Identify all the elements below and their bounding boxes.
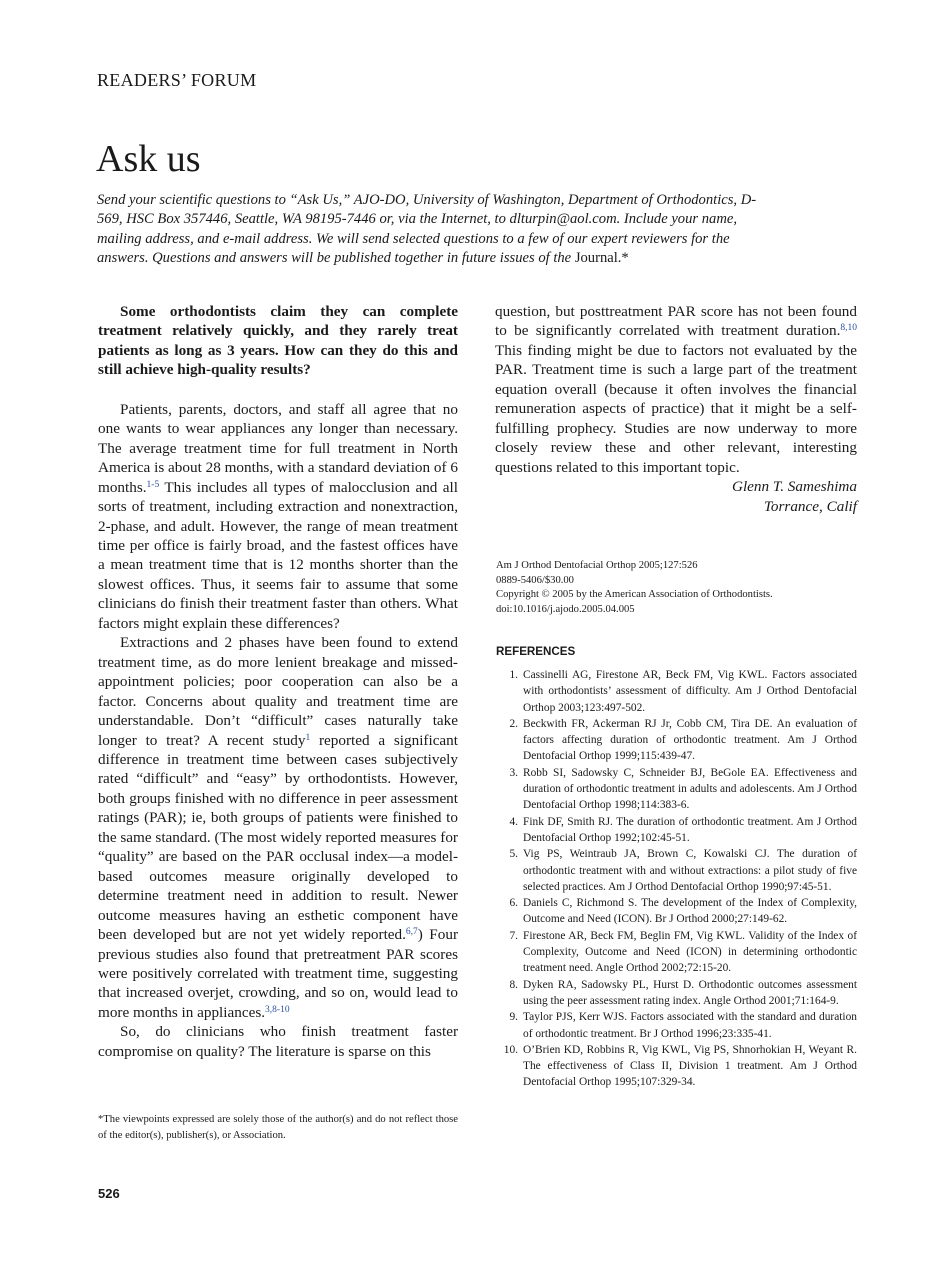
text-run: This includes all types of malocclusion and all sorts of treatment, including extraction and nonextraction, 2-phase, and adult. However, the range of mean treatment time per office is fairly broad, and the fastest offices have a mean treatment time that is 12 months shorter than the slowest offices. Thus, it seems fair to assume that some clinicians do finish their treatment faster than others. What factors might explain these differences?: [98, 478, 458, 632]
intro-journal: Journal: [574, 249, 618, 266]
text-run: So, do clinicians who finish treatment faster compromise on quality? The literature is sparse on this: [98, 1023, 458, 1060]
citation-link[interactable]: 8,10: [840, 323, 857, 334]
reference-number: 4.: [509, 815, 518, 828]
reference-item: [496, 846, 857, 895]
reference-text: Vig PS, Weintraub JA, Brown C, Kowalski CJ. The duration of orthodontic treatment with and without extractions: a pilot study of five selected practices. Am J Orthod Dentofacial Orthop 1990;97:45-51.: [523, 848, 857, 893]
reference-text: Firestone AR, Beck FM, Beglin FM, Vig KWL. Validity of the Index of Complexity, Outcome and Need (ICON) in determining orthodontic treatment need. Angle Orthod 2002;72:15-20.: [523, 929, 857, 975]
meta-line: 0889-5406/$30.00: [496, 574, 574, 586]
paragraph: [98, 633, 458, 1022]
citation-link[interactable]: 6,7: [405, 927, 418, 938]
reference-item: [496, 765, 857, 814]
reference-text: Robb SI, Sadowsky C, Schneider BJ, BeGole EA. Effectiveness and duration of orthodontic treatment in adults and adolescents. Am J Orthod Dentofacial Orthop 1998;114:383-6.: [523, 766, 857, 812]
text-run: ) Four previous studies also found that pretreatment PAR scores were positively correlated with treatment time, suggesting that increased overjet, crowding, and so on, would lead to more months in appliances.: [98, 926, 459, 1021]
reference-number: 9.: [509, 1011, 518, 1024]
paragraph: [98, 1022, 458, 1061]
reference-item: [496, 895, 857, 928]
reference-number: 8.: [509, 978, 518, 991]
text-run: question, but posttreatment PAR score has not been found to be significantly correlated with treatment duration.: [495, 303, 857, 340]
reference-number: 3.: [509, 766, 518, 779]
left-column: [98, 302, 458, 1061]
reference-item: [496, 716, 857, 765]
reference-text: O’Brien KD, Robbins R, Vig KWL, Vig PS, Shnorhokian H, Weyant R. The effectiveness of Class II, Division 1 treatment. Am J Orthod Dentofacial Orthop 1995;107:329-34.: [523, 1043, 857, 1089]
reference-text: Daniels C, Richmond S. The development of the Index of Complexity, Outcome and Need (ICON). Br J Orthod 2000;27:149-62.: [523, 897, 857, 926]
paragraph: [495, 302, 857, 477]
paragraph: [98, 400, 458, 633]
reference-text: Cassinelli AG, Firestone AR, Beck FM, Vig KWL. Factors associated with orthodontists’ assessment of difficulty. Am J Orthod Dentofacial Orthop 2003;123:497-502.: [523, 669, 857, 714]
author-location: Torrance, Calif: [763, 497, 857, 515]
references-list: [496, 667, 857, 1091]
reference-item: [496, 667, 857, 716]
right-column: [495, 302, 857, 516]
article-title: Ask us: [96, 138, 201, 180]
reference-text: Taylor PJS, Kerr WJS. Factors associated with the standard and duration of orthodontic treatment. Br J Orthod 1996;23:335-41.: [523, 1011, 857, 1040]
reference-item: [496, 814, 857, 847]
references-heading: REFERENCES: [496, 645, 576, 658]
citation-meta: [496, 559, 773, 617]
reference-number: 5.: [509, 848, 518, 861]
reference-item: [496, 1042, 857, 1091]
reference-item: [496, 928, 857, 977]
citation-link[interactable]: 3,8-10: [265, 1004, 290, 1015]
intro-text: [97, 191, 777, 268]
question: Some orthodontists claim they can complete treatment relatively quickly, and they rarely treat patients as long as 3 years. How can they do this and still achieve high-quality results?: [98, 303, 458, 379]
footnote: *The viewpoints expressed are solely those of the author(s) and do not reflect those of the editor(s), publisher(s), or Association.: [98, 1114, 458, 1141]
text-run: Extractions and 2 phases have been found to extend treatment time, as do more lenient breakage and missed-appointment policies; poor cooperation can also be a factor. Concerns about quality and treatment time are understandable. Don’t “difficult” cases naturally take longer to treat? A recent study: [98, 634, 458, 749]
text-run: reported a significant difference in treatment time between cases subjectively rated “difficult” and “easy” by orthodontists. However, both groups finished with no difference in peer assessment ratings (PAR); ie, both groups of patients were finished to the same standard. (The most widely reported measures for “quality” are based on the PAR occlusal index—a model-based outcomes measure originally developed to determine treatment need in addition to result. Newer outcome measures having an esthetic component have been developed but are not yet widely reported.: [98, 731, 458, 944]
text-run: Patients, parents, doctors, and staff all agree that no one wants to wear appliances any longer than necessary. The average treatment time for full treatment in North America is about 28 months, with a standard deviation of 6 months.: [98, 400, 458, 496]
reference-number: 10.: [503, 1043, 518, 1056]
intro-body: Send your scientific questions to “Ask Us,” AJO-DO, University of Washington, Department of Orthodontics, D-569, HSC Box 357446, Seattle, WA 98195-7446 or, via the Internet, to dlturpin@aol.com. Include your name, mailing address, and e-mail address. We will send selected questions to a few of our expert reviewers for the answers. Questions and answers will be published together in future issues of the: [97, 192, 757, 266]
reference-text: Dyken RA, Sadowsky PL, Hurst D. Orthodontic outcomes assessment using the peer assessment rating index. Angle Orthod 2001;71:164-9.: [523, 978, 857, 1007]
page-number: 526: [98, 1186, 120, 1201]
reference-number: 2.: [509, 717, 518, 730]
reference-number: 6.: [509, 897, 518, 910]
intro-end: .*: [617, 249, 629, 266]
section-label: READERS’ FORUM: [97, 70, 257, 90]
meta-line: doi:10.1016/j.ajodo.2005.04.005: [496, 603, 635, 615]
reference-item: [496, 1009, 857, 1042]
meta-line: Copyright © 2005 by the American Association of Orthodontists.: [496, 589, 773, 600]
citation-link[interactable]: 1: [305, 732, 311, 743]
citation-link[interactable]: 1-5: [146, 479, 160, 490]
reference-number: 7.: [509, 929, 518, 942]
reference-number: 1.: [509, 669, 518, 681]
text-run: This finding might be due to factors not evaluated by the PAR. Treatment time is such a large part of the treatment equation overall (because it often involves the financial remuneration aspects of practice) that it might be a self-fulfilling prophecy. Studies are now underway to more closely review these and other relevant, interesting questions related to this important topic.: [495, 341, 857, 476]
reference-item: [496, 977, 857, 1010]
reference-text: Fink DF, Smith RJ. The duration of orthodontic treatment. Am J Orthod Dentofacial Orthop 1992;102:45-51.: [523, 815, 857, 844]
reference-text: Beckwith FR, Ackerman RJ Jr, Cobb CM, Tira DE. An evaluation of factors affecting duration of orthodontic treatment. Am J Orthod Dentofacial Orthop 1999;115:439-47.: [523, 717, 857, 763]
author-name: Glenn T. Sameshima: [731, 478, 857, 496]
meta-line: Am J Orthod Dentofacial Orthop 2005;127:526: [496, 560, 698, 571]
